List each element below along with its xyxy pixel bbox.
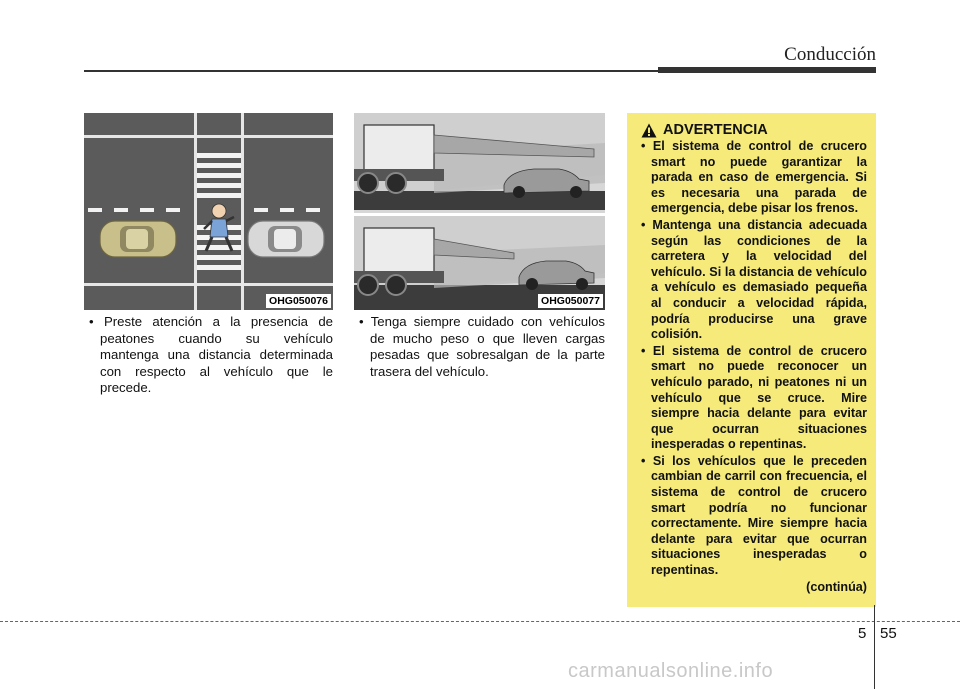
figure-label: OHG050077 bbox=[538, 294, 603, 308]
column-1-text bbox=[84, 314, 333, 397]
watermark: carmanualsonline.info bbox=[568, 660, 774, 682]
truck-following-illustration bbox=[354, 113, 605, 310]
warning-item-text: El sistema de control de crucero smart no puede reconocer un vehículo parado, ni peatones ni un vehículo que se cruce. Mire siempre hacia delante para evitar que ocurran situaciones inesperadas o repentinas. bbox=[651, 343, 867, 452]
bullet-text: Tenga siempre cuidado con vehículos de mucho peso o que lleven cargas pesadas que sobresalgan de la parte trasera del vehículo. bbox=[370, 314, 605, 379]
warning-triangle-icon bbox=[641, 123, 657, 138]
figure-pedestrian-crosswalk bbox=[84, 113, 333, 310]
column-2-text bbox=[354, 314, 605, 380]
warning-item: • El sistema de control de crucero smart no puede garantizar la parada en caso de emergencia. Si es necesaria una parada de emergencia, debe pisar los frenos. bbox=[641, 139, 867, 216]
page-number-divider bbox=[874, 605, 875, 689]
figure-truck-following bbox=[354, 113, 605, 310]
bullet-item: • Preste atención a la presencia de peatones cuando su vehículo mantenga una distancia determinada con respecto al vehículo que le precede. bbox=[89, 314, 333, 395]
header-rule-accent bbox=[658, 67, 876, 73]
warning-item-text: El sistema de control de crucero smart no puede garantizar la parada en caso de emergencia. Si es necesaria una parada de emergencia, debe pisar los frenos. bbox=[651, 139, 867, 216]
section-title: Conducción bbox=[784, 44, 876, 65]
bullet-text: Preste atención a la presencia de peatones cuando su vehículo mantenga una distancia determinada con respecto al vehículo que le precede. bbox=[100, 314, 333, 395]
page-number: 55 bbox=[880, 625, 897, 642]
header-rule bbox=[84, 70, 658, 72]
warning-item: • Si los vehículos que le preceden cambian de carril con frecuencia, el sistema de control de crucero smart podría no funcionar correctamente. Mire siempre hacia delante para evitar que ocurran situaciones inesperadas o repentinas. bbox=[641, 453, 867, 578]
crosswalk-illustration bbox=[84, 113, 333, 310]
warning-item: • El sistema de control de crucero smart no puede reconocer un vehículo parado, ni peatones ni un vehículo que se cruce. Mire siempre hacia delante para evitar que ocurran situaciones inesperadas o repentinas. bbox=[641, 343, 867, 452]
warning-item-text: Si los vehículos que le preceden cambian de carril con frecuencia, el sistema de control de crucero smart podría no funcionar correctamente. Mire siempre hacia delante para evitar que ocurran situaciones inesperadas o repentinas. bbox=[651, 453, 867, 578]
warning-box bbox=[627, 113, 876, 607]
continued-note: (continúa) bbox=[806, 579, 867, 594]
chapter-number: 5 bbox=[858, 625, 867, 642]
bullet-item: • Tenga siempre cuidado con vehículos de mucho peso o que lleven cargas pesadas que sobresalgan de la parte trasera del vehículo. bbox=[359, 314, 605, 379]
warning-item-text: Mantenga una distancia adecuada según las condiciones de la carretera y la velocidad del vehículo. Si la distancia de vehículo a vehículo es demasiado pequeña al conducir a velocidad rápida, podría producirse una grave colisión. bbox=[651, 217, 867, 342]
warning-title: ADVERTENCIA bbox=[663, 122, 768, 138]
footer-rule bbox=[0, 621, 960, 622]
warning-item: • Mantenga una distancia adecuada según las condiciones de la carretera y la velocidad del vehículo. Si la distancia de vehículo a vehículo es demasiado pequeña al conducir a velocidad rápida, podría producirse una grave colisión. bbox=[641, 217, 867, 342]
warning-header bbox=[641, 122, 867, 138]
figure-label: OHG050076 bbox=[266, 294, 331, 308]
